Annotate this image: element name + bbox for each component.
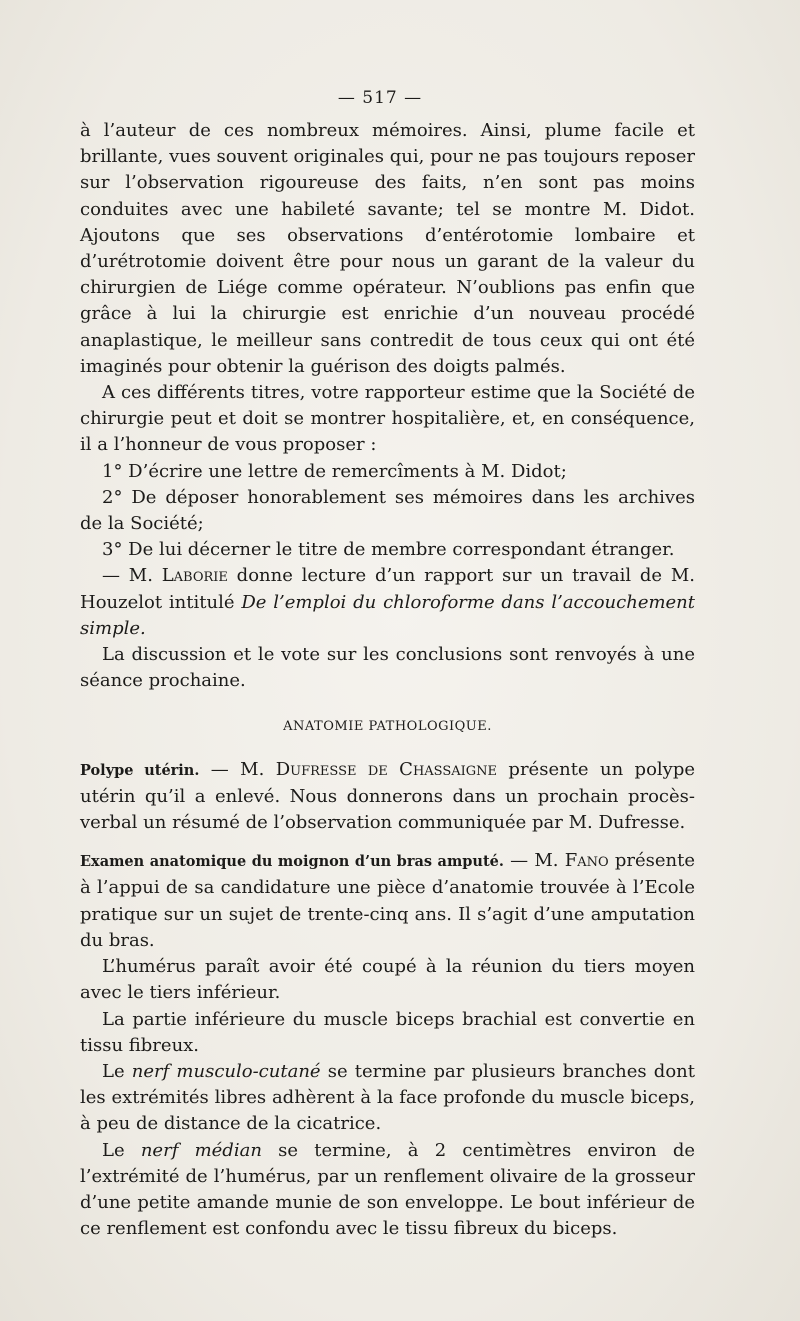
paragraph-humerus: L’humérus paraît avoir été coupé à la réunion du tiers moyen avec le tiers inférieur. [80, 956, 695, 1004]
paragraph-discussion: La discussion et le vote sur les conclusions sont renvoyés à une séance prochaine. [80, 644, 695, 692]
polype-label: Polype utérin. [80, 761, 200, 779]
laborie-title: De l’emploi du chloroforme dans l’accouchement simple. [80, 591, 696, 639]
examen-text: présente à l’appui de sa candidature une pièce d’anatomie trouvée à l’Ecole pratique sur un sujet de trente-cinq ans. Il s’agit d’une amputation du bras. [80, 850, 696, 951]
paragraph-rapporteur: A ces différents titres, votre rapporteur estime que la Société de chirurgie peut et doit se montrer hospitalière, et, en conséquence, il a l’honneur de vous proposer : [80, 382, 695, 456]
paragraph-musculo-cutane [80, 1059, 695, 1138]
paragraph-median [80, 1138, 695, 1243]
proposal-1: 1° D’écrire une lettre de remercîments à M. Didot; [102, 460, 567, 482]
musculo-lead: Le [102, 1060, 132, 1082]
musculo-text: se termine par plusieurs branches dont les extrémités libres adhèrent à la face profonde du muscle biceps, à peu de distance de la cicatrice. [80, 1060, 695, 1135]
proposal-2: 2° De déposer honorablement ses mémoires dans les archives de la Société; [80, 486, 695, 535]
body-text [80, 118, 695, 1242]
paragraph-laborie [80, 563, 695, 642]
laborie-text: donne lecture d’un rapport sur un travail de M. Houzelot intitulé [80, 565, 695, 613]
section-heading: ANATOMIE PATHOLOGIQUE. [283, 719, 492, 735]
median-text: se termine, à 2 centimètres environ de l’extrémité de l’humérus, par un renflement olivaire de la grosseur d’une petite amande munie de son enveloppe. Le bout inférieur de ce renflement est confondu avec le tissu fibreux du biceps. [80, 1139, 696, 1240]
laborie-lead: — M. [102, 565, 162, 587]
page-number: — 517 — [337, 88, 423, 108]
paragraph-examen [80, 848, 695, 954]
examen-dash: — M. [503, 850, 565, 872]
polype-dash: — M. [199, 758, 276, 780]
median-term: nerf médian [140, 1139, 262, 1161]
examen-label: Examen anatomique du moignon d’un bras amputé. [80, 853, 504, 871]
paragraph-didot-conclusion: à l’auteur de ces nombreux mémoires. Ainsi, plume facile et brillante, vues souvent originales qui, pour ne pas toujours reposer sur l’observation rigoureuse des faits, n’en sont pas moins conduites avec une habileté savante; tel se montre M. Didot. Ajoutons que ses observations d’entérotomie lombaire et d’urétrotomie doivent être pour nous un garant de la valeur du chirurgien de Liége comme opérateur. N’oublions pas enfin que grâce à lui la chirurgie est enrichie d’un nouveau procédé anaplastique, le meilleur sans contredit de tous ceux qui ont été imaginés pour obtenir la guérison des doigts palmés. [80, 120, 695, 377]
musculo-term: nerf musculo-cutané [131, 1060, 321, 1082]
examen-name: Fano [564, 850, 609, 872]
median-lead: Le [102, 1139, 141, 1161]
paragraph-polype [80, 757, 695, 837]
proposal-3: 3° De lui décerner le titre de membre correspondant étranger. [102, 539, 675, 561]
laborie-name: Laborie [161, 565, 228, 587]
polype-text: présente un polype utérin qu’il a enlevé. Nous donnerons dans un prochain procès-verbal un résumé de l’observation communiquée par M. Dufresse. [80, 758, 696, 834]
paragraph-biceps: La partie inférieure du muscle biceps brachial est convertie en tissu fibreux. [80, 1008, 695, 1056]
polype-name: Dufresse de Chassaigne [275, 758, 498, 780]
